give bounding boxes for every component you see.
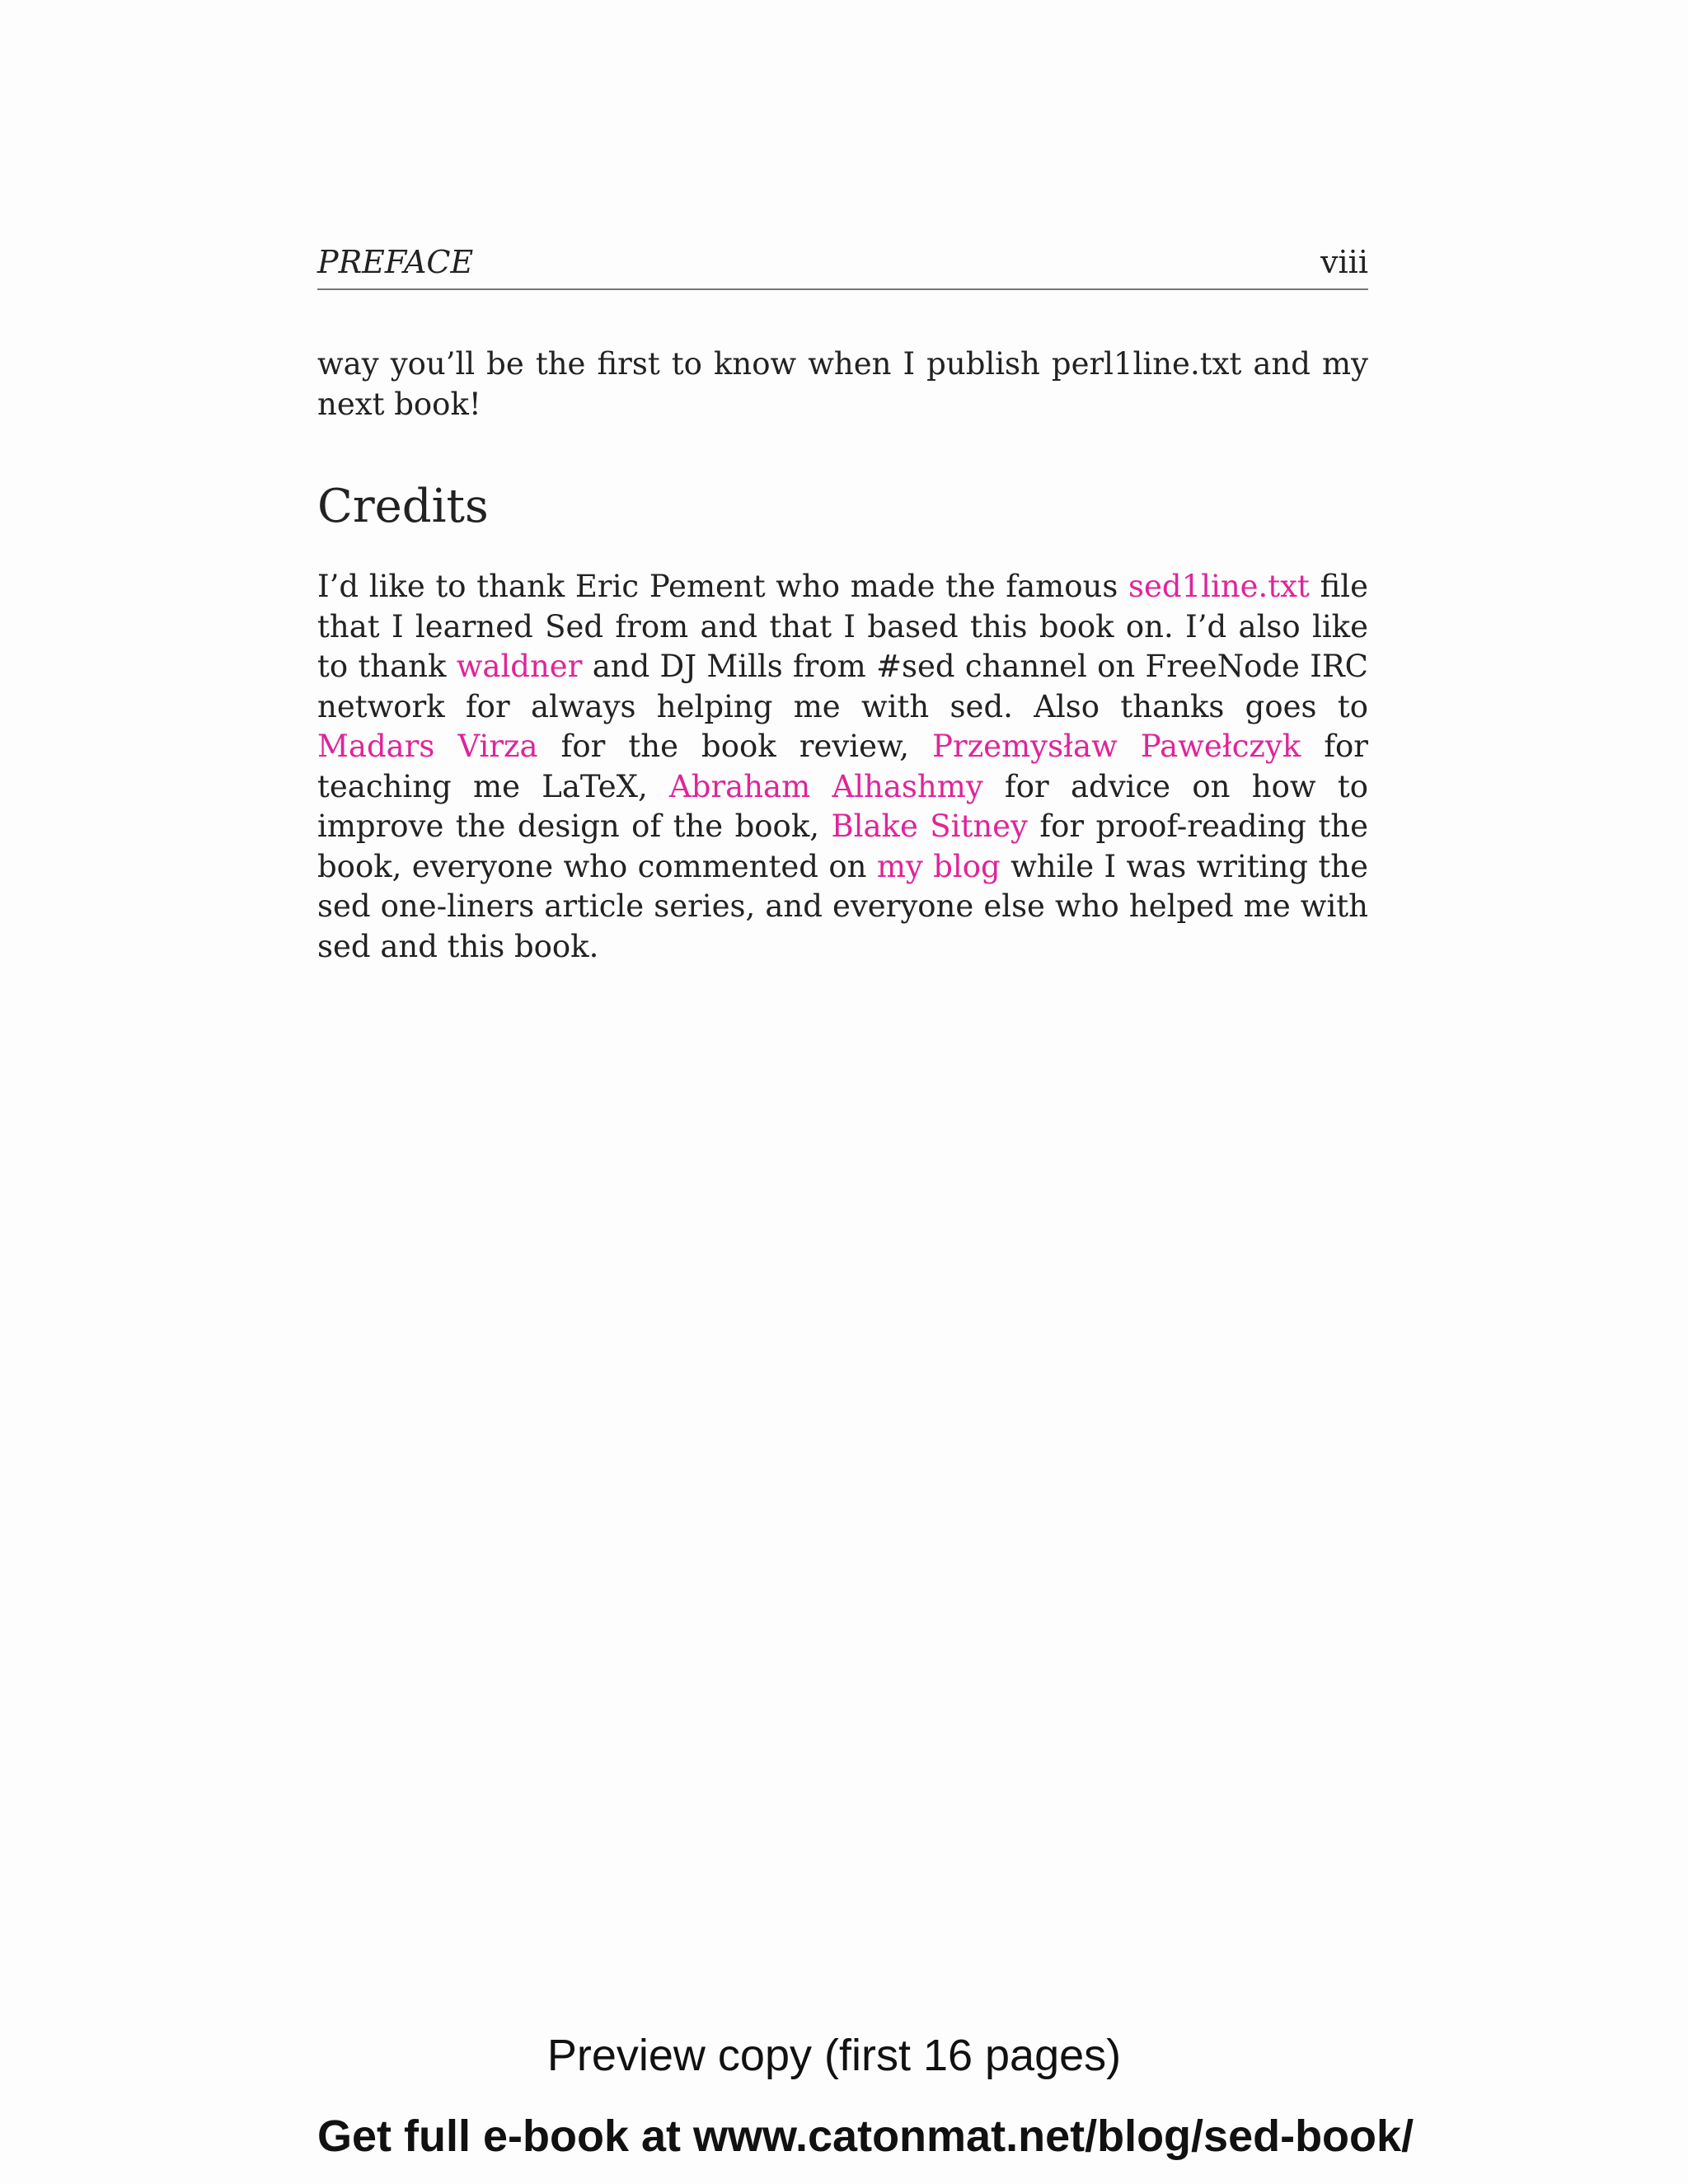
intro-paragraph: way you’ll be the first to know when I publish perl1line.txt and my next book! xyxy=(317,346,1368,422)
ebook-cta: Get full e-book at www.catonmat.net/blog/sed-book/ xyxy=(317,2111,1414,2161)
madars-virza-link[interactable]: Madars Virza xyxy=(317,729,538,764)
credits-text: for proof-reading the book, everyone who commented on xyxy=(317,808,1368,884)
credits-heading: Credits xyxy=(317,480,489,533)
credits-text: for teaching me LaTeX, xyxy=(317,729,1368,804)
blake-sitney-link[interactable]: Blake Sitney xyxy=(831,808,1028,844)
credits-text: for the book review, xyxy=(537,729,933,764)
sed1line-link[interactable]: sed1line.txt xyxy=(1128,569,1310,604)
section-title: PREFACE xyxy=(317,244,474,280)
preview-note: Preview copy (first 16 pages) xyxy=(546,2031,1122,2080)
abraham-alhashmy-link[interactable]: Abraham Alhashmy xyxy=(669,768,983,804)
credits-text: while I was writing the sed one-liners article series, and everyone else who helped me with sed and this book. xyxy=(317,848,1368,964)
running-header xyxy=(317,244,1368,290)
credits-text: I’d like to thank Eric Pement who made the famous xyxy=(317,569,1129,604)
my-blog-link[interactable]: my blog xyxy=(876,848,1001,884)
credits-paragraph xyxy=(317,567,1368,967)
credits-text: file that I learned Sed from and that I based this book on. I’d also like to thank xyxy=(317,569,1369,684)
credits-text: for advice on how to improve the design of the book, xyxy=(317,768,1368,844)
page-number: viii xyxy=(1320,244,1368,280)
przemyslaw-pawelczyk-link[interactable]: Przemysław Pawełczyk xyxy=(932,729,1301,764)
waldner-link[interactable]: waldner xyxy=(456,649,583,684)
credits-text: and DJ Mills from #sed channel on FreeNode IRC network for always helping me with sed. Also thanks goes to xyxy=(317,649,1368,724)
